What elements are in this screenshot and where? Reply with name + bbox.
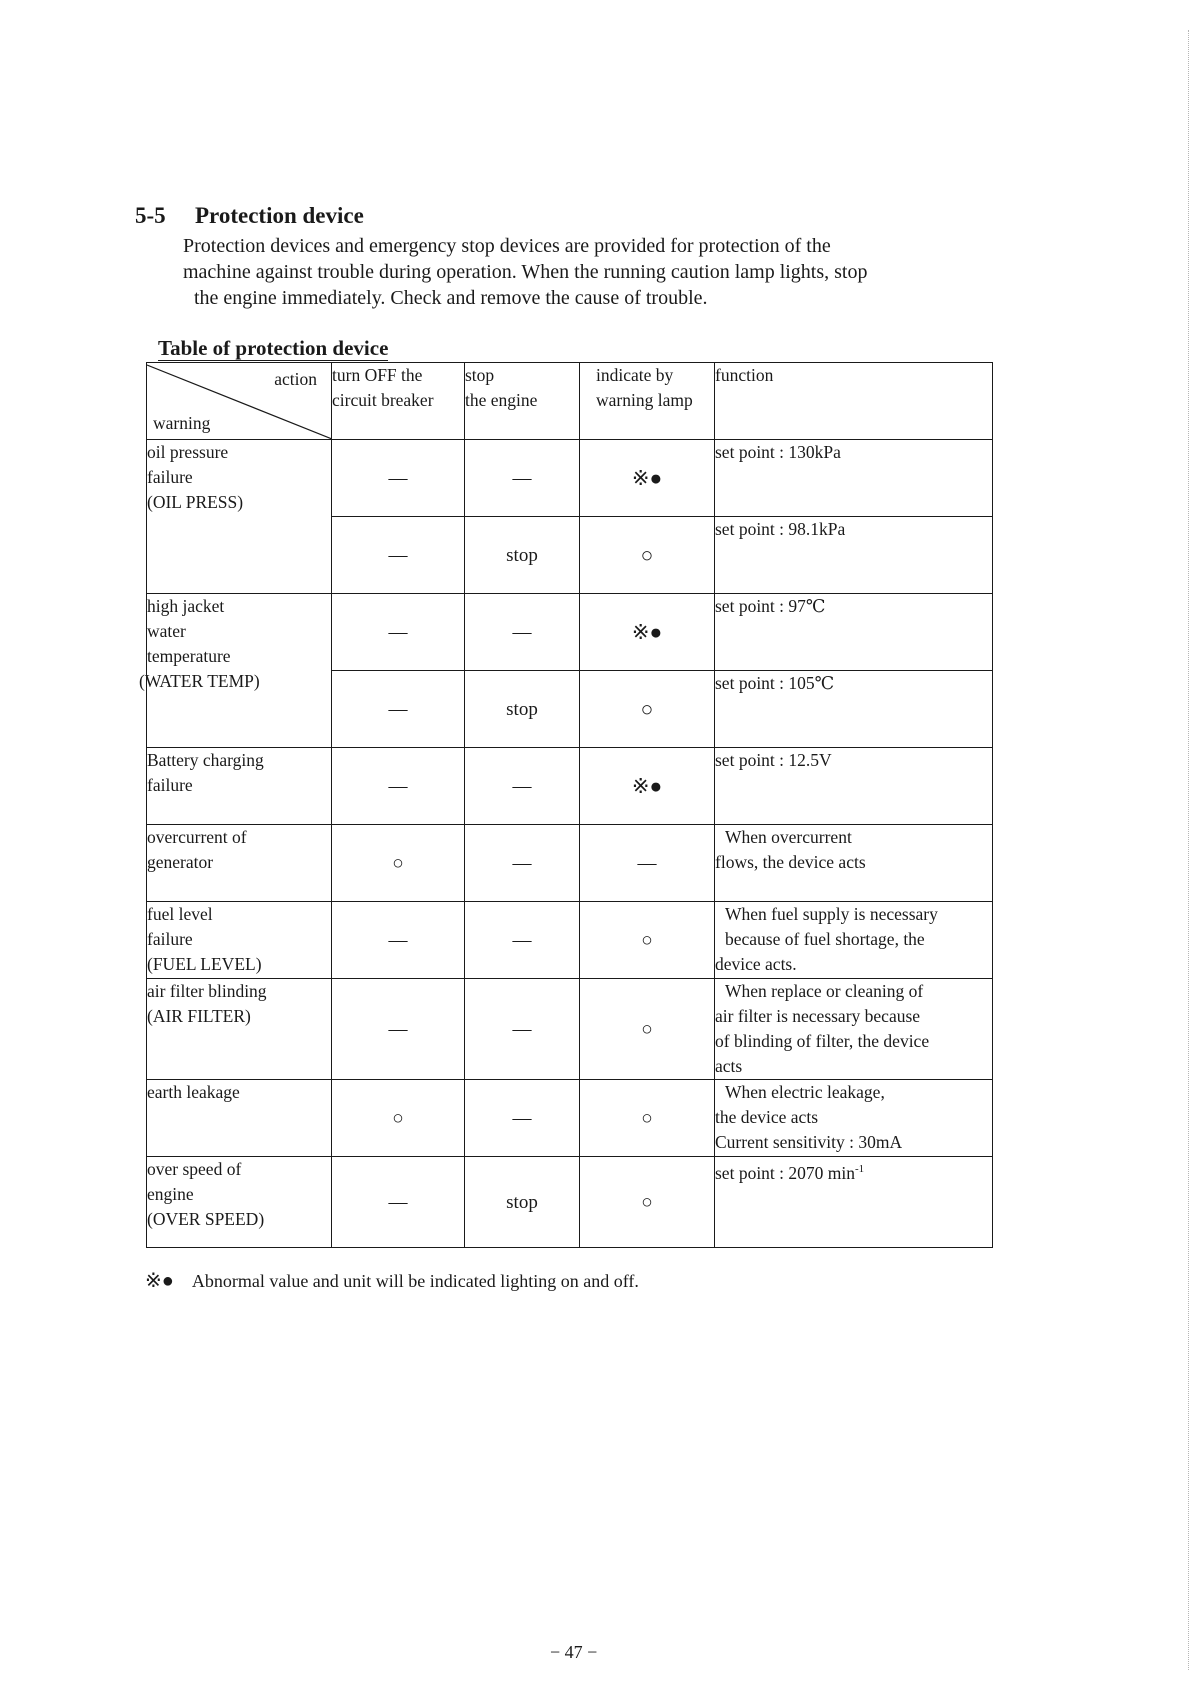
header-lamp [580,363,715,440]
lamp-cell: ○ [580,979,715,1080]
function-line: because of fuel shortage, the [725,929,925,949]
function-line: Current sensitivity : 30mA [715,1132,903,1152]
header-stop-line: stop [465,365,495,385]
warning-line: failure [147,467,193,487]
header-stop [465,363,580,440]
function-line: When replace or cleaning of [725,981,924,1001]
table-row [147,594,993,671]
header-action-warning-cell [147,363,332,440]
function-line: acts [715,1056,743,1076]
intro-line: the engine immediately. Check and remove the cause of trouble. [194,287,708,309]
warning-line: over speed of [147,1159,242,1179]
breaker-cell: — [332,1157,465,1248]
function-cell [715,1157,993,1248]
footnote [145,1268,639,1293]
warning-line: generator [147,852,214,872]
intro-line: Protection devices and emergency stop devices are provided for protection of the [183,235,831,257]
function-cell [715,440,993,517]
function-cell [715,825,993,902]
stop-cell: — [465,748,580,825]
function-line: of blinding of filter, the device [715,1031,930,1051]
breaker-cell: — [332,440,465,517]
function-line: set point : 12.5V [715,750,832,770]
stop-cell: — [465,440,580,517]
table-header-row [147,363,993,440]
unit-superscript: -1 [855,1163,865,1175]
stop-cell: — [465,825,580,902]
function-cell [715,594,993,671]
stop-cell: — [465,1080,580,1157]
warning-cell [147,902,332,979]
warning-line: oil pressure [147,442,229,462]
warning-line: overcurrent of [147,827,247,847]
table-row [147,440,993,517]
warning-line: earth leakage [147,1082,240,1102]
warning-cell [147,1080,332,1157]
table-row [147,825,993,902]
scan-edge-line [1188,30,1189,1670]
warning-line: high jacket [147,596,225,616]
warning-line: temperature [147,646,231,666]
warning-line: (WATER TEMP) [139,671,260,691]
function-line: When overcurrent [725,827,852,847]
warning-line: water [147,621,186,641]
footnote-text: Abnormal value and unit will be indicated lighting on and off. [191,1271,639,1291]
stop-cell: stop [465,517,580,594]
function-cell [715,902,993,979]
warning-line: (OIL PRESS) [147,492,244,512]
section-title: Protection device [195,203,364,228]
header-lamp-line: warning lamp [596,390,693,410]
lamp-cell: ○ [580,902,715,979]
lamp-cell: ○ [580,517,715,594]
section-heading [135,203,364,229]
table-row [147,748,993,825]
header-warning-label: warning [153,413,211,433]
lamp-cell: ○ [580,1157,715,1248]
intro-line: machine against trouble during operation. When the running caution lamp lights, stop [183,261,868,283]
warning-line: (AIR FILTER) [147,1006,251,1026]
warning-cell [139,594,332,748]
table-row [147,902,993,979]
lamp-cell: ※● [580,440,715,517]
function-cell [715,671,993,748]
lamp-cell: ○ [580,671,715,748]
breaker-cell: — [332,902,465,979]
lamp-cell: ※● [580,594,715,671]
function-cell [715,1080,993,1157]
function-line: set point : 98.1kPa [715,519,846,539]
warning-cell [147,979,332,1080]
stop-cell: — [465,594,580,671]
header-breaker-line: circuit breaker [332,390,434,410]
warning-line: fuel level [147,904,213,924]
warning-line: (OVER SPEED) [147,1209,265,1229]
intro-paragraph [183,233,1003,311]
function-cell [715,979,993,1080]
warning-line: failure [147,929,193,949]
function-line: When fuel supply is necessary [725,904,938,924]
section-number: 5-5 [135,203,166,228]
protection-table [139,362,993,1248]
function-line: set point : 97℃ [715,596,826,616]
function-cell [715,748,993,825]
function-line: air filter is necessary because [715,1006,921,1026]
function-line: set point : 130kPa [715,442,841,462]
header-action-label: action [274,369,317,389]
lamp-cell: — [580,825,715,902]
warning-cell [147,748,332,825]
warning-line: failure [147,775,193,795]
page-number: − 47 − [550,1642,598,1662]
lamp-cell: ○ [580,1080,715,1157]
function-line: set point : 105℃ [715,673,835,693]
breaker-cell: — [332,517,465,594]
stop-cell: stop [465,1157,580,1248]
function-line: the device acts [715,1107,819,1127]
warning-cell [147,825,332,902]
table-row [147,1157,993,1248]
breaker-cell: — [332,979,465,1080]
warning-cell [147,440,332,594]
function-line: set point : 2070 min [715,1162,855,1183]
warning-line: (FUEL LEVEL) [147,954,262,974]
header-breaker [332,363,465,440]
stop-cell: stop [465,671,580,748]
breaker-cell: — [332,594,465,671]
lamp-cell: ※● [580,748,715,825]
function-line: device acts. [715,954,797,974]
breaker-cell: — [332,748,465,825]
warning-cell [147,1157,332,1248]
breaker-cell: ○ [332,1080,465,1157]
function-line: flows, the device acts [715,852,866,872]
stop-cell: — [465,902,580,979]
header-function: function [715,363,993,440]
warning-line: Battery charging [147,750,264,770]
header-lamp-line: indicate by [596,365,674,385]
blink-symbol: ※● [145,1270,174,1292]
function-cell [715,517,993,594]
header-stop-line: the engine [465,390,538,410]
warning-line: engine [147,1184,194,1204]
stop-cell: — [465,979,580,1080]
table-row [147,979,993,1080]
breaker-cell: — [332,671,465,748]
function-line: When electric leakage, [725,1082,885,1102]
table-row [147,1080,993,1157]
breaker-cell: ○ [332,825,465,902]
header-breaker-line: turn OFF the [332,365,423,385]
table-caption: Table of protection device [158,336,389,360]
warning-line: air filter blinding [147,981,267,1001]
